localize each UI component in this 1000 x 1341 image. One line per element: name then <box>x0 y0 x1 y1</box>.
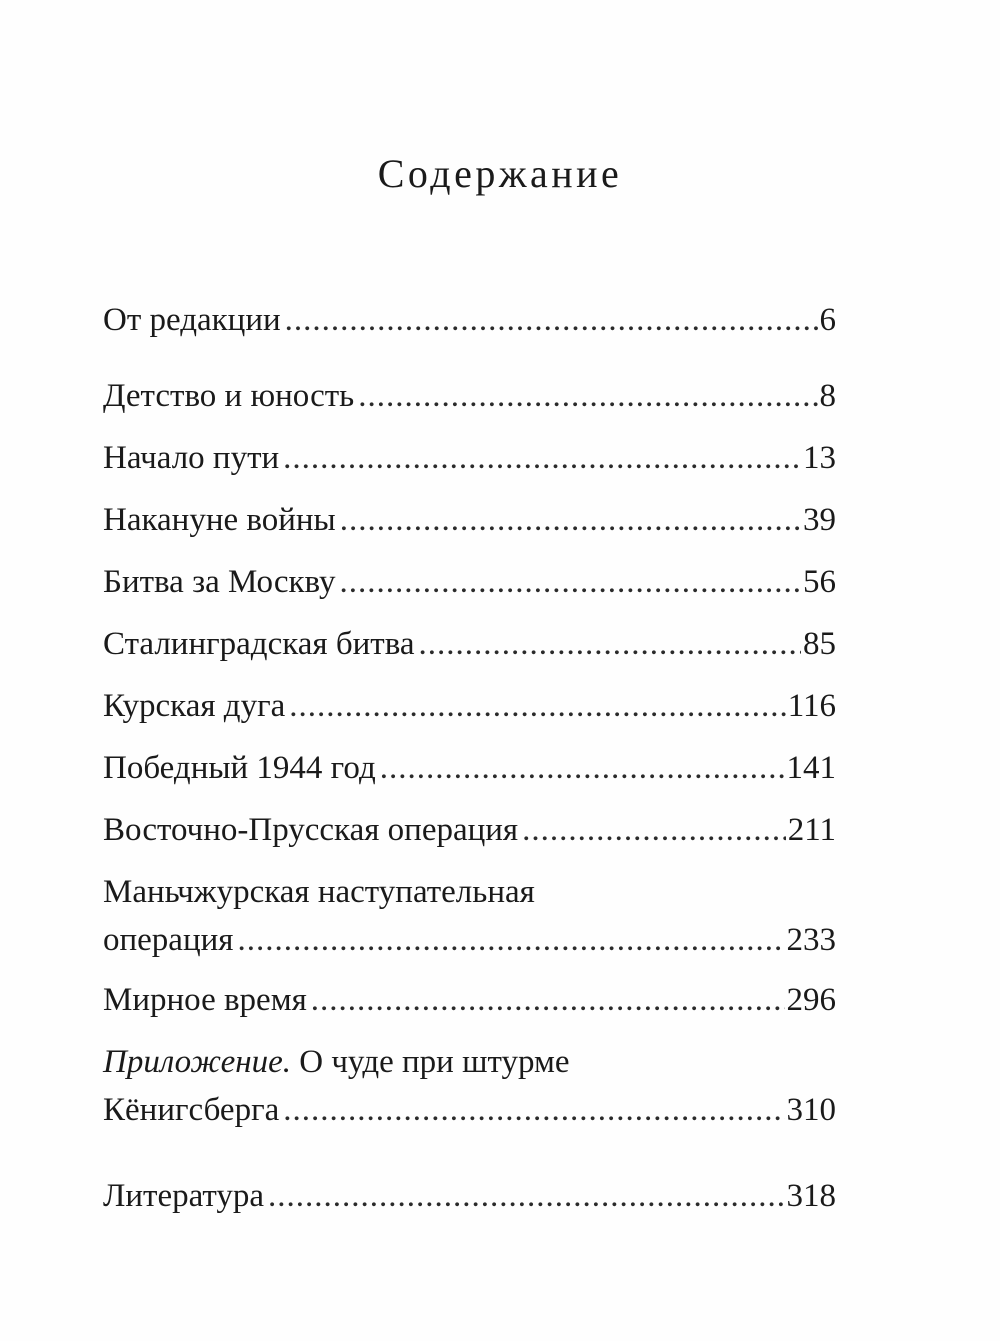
toc-page-number: 56 <box>803 564 836 600</box>
toc-entry-title: Мирное время <box>103 982 307 1018</box>
toc-page-number: 310 <box>786 1092 836 1128</box>
toc-line <box>103 686 836 726</box>
toc-page-number: 6 <box>819 302 836 338</box>
dot-leader <box>285 300 818 340</box>
toc-entry-title: операция <box>103 922 234 958</box>
toc-entry <box>103 1042 836 1130</box>
toc-entry-title: Битва за Москву <box>103 564 336 600</box>
page-title: Содержание <box>377 151 623 196</box>
toc-line <box>103 500 836 540</box>
dot-leader <box>358 376 817 416</box>
dot-leader <box>283 1090 784 1130</box>
toc-page-number: 211 <box>787 812 836 848</box>
toc-entry-title: Начало пути <box>103 440 280 476</box>
toc-entry-title: Восточно-Прусская операция <box>103 812 519 848</box>
toc-page-number: 13 <box>803 440 836 476</box>
toc-entry-title: Литература <box>103 1178 265 1214</box>
toc-page-number: 85 <box>803 626 836 662</box>
toc-entry-title: Накануне войны <box>103 502 336 538</box>
toc-line <box>103 562 836 602</box>
toc-line <box>103 376 836 416</box>
toc-page-number: 233 <box>786 922 836 958</box>
toc-entry <box>103 810 836 850</box>
toc-page-number: 39 <box>803 502 836 538</box>
toc-line <box>103 980 836 1020</box>
toc-line <box>103 624 836 664</box>
toc-line <box>103 920 836 960</box>
toc-page-number: 8 <box>819 378 836 414</box>
toc-entry-title: Детство и юность <box>103 378 355 414</box>
toc-line <box>103 1176 836 1216</box>
dot-leader <box>289 686 785 726</box>
toc-page-number: 296 <box>786 982 836 1018</box>
toc-entry <box>103 562 836 602</box>
dot-leader <box>237 920 784 960</box>
toc-line <box>103 810 836 850</box>
toc-entry-title: Курская дуга <box>103 688 286 724</box>
appendix-title-line1: О чуде при штурме <box>299 1044 570 1080</box>
toc-entry <box>103 686 836 726</box>
toc-page-number: 116 <box>787 688 836 724</box>
dot-leader <box>419 624 801 664</box>
toc-entry <box>103 872 836 960</box>
appendix-label: Приложение. <box>103 1044 291 1080</box>
toc-entry-title: Победный 1944 год <box>103 750 376 786</box>
toc-line <box>103 300 836 340</box>
dot-leader <box>311 980 785 1020</box>
dot-leader <box>268 1176 784 1216</box>
toc-entry <box>103 980 836 1020</box>
dot-leader <box>380 748 785 788</box>
dot-leader <box>283 438 801 478</box>
toc-entry <box>103 500 836 540</box>
toc-line <box>103 438 836 478</box>
toc-line <box>103 748 836 788</box>
toc-entry <box>103 376 836 416</box>
toc-entry <box>103 1176 836 1216</box>
toc-entry-title: Кёнигсберга <box>103 1092 280 1128</box>
toc-entry-title-line1 <box>103 1042 836 1082</box>
toc-entry <box>103 624 836 664</box>
toc-entry <box>103 438 836 478</box>
toc-entry-title-line1: Маньчжурская наступательная <box>103 874 535 910</box>
dot-leader <box>522 810 786 850</box>
toc-entry-title: Сталинградская битва <box>103 626 415 662</box>
toc-page-number: 141 <box>786 750 836 786</box>
toc-entry <box>103 748 836 788</box>
toc-entry-title: От редакции <box>103 302 281 338</box>
toc-page-number: 318 <box>786 1178 836 1214</box>
dot-leader <box>339 562 801 602</box>
toc-line <box>103 1090 836 1130</box>
toc-entry <box>103 300 836 340</box>
dot-leader <box>340 500 801 540</box>
